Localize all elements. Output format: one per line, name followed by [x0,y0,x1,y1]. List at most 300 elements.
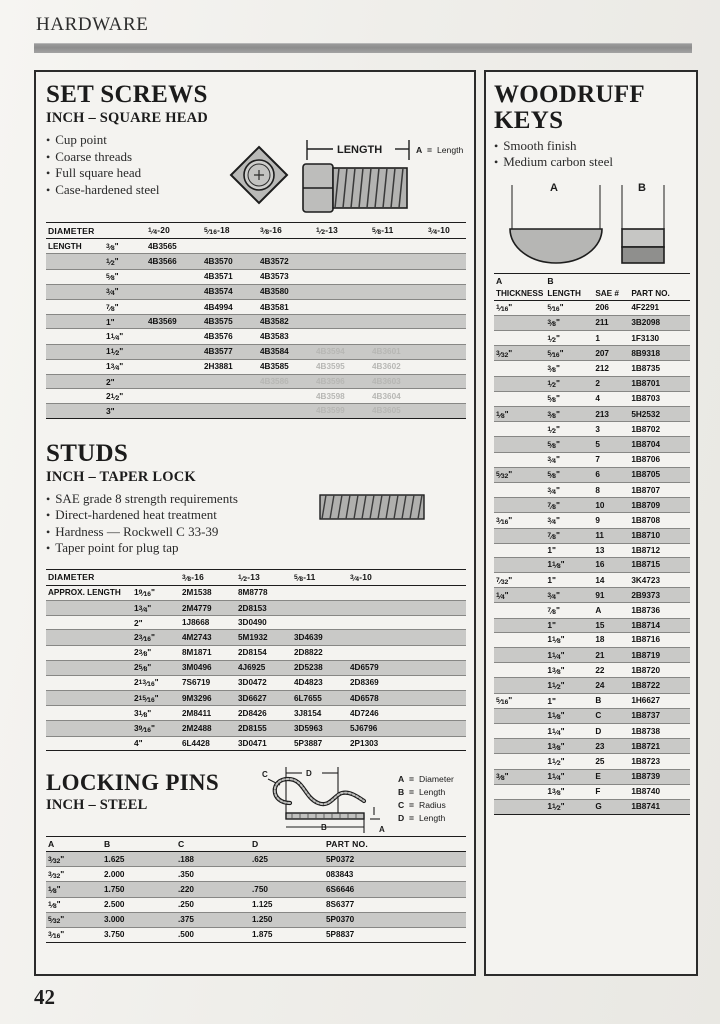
table-cell: 1.750 [102,882,176,897]
set-screws-subtitle: INCH – SQUARE HEAD [46,110,208,127]
table-cell: 15 [593,618,629,632]
table-cell: 4B3605 [370,404,426,418]
legend-row [398,812,454,825]
table-cell: $^3$⁄8-16 [258,223,314,239]
table-cell: 5M1932 [236,630,292,645]
table-cell [314,269,370,284]
page-header-title: HARDWARE [36,14,149,35]
table-cell: B [593,693,629,708]
table-row [494,498,690,513]
table-cell: 1 [593,331,629,346]
table-cell [426,315,461,329]
table-cell: 1B8703 [629,391,690,406]
dim-label-b: B [321,822,327,832]
table-cell: 3K4723 [629,573,690,588]
legend-key: D [398,812,405,823]
woodruff-key-diagram [494,175,690,271]
column-header: A [46,836,102,851]
table-cell: 2D8155 [236,721,292,736]
table-row [46,239,466,254]
table-cell: 3D4639 [292,630,348,645]
table-cell: 1.125 [250,897,324,912]
table-cell: 2M2488 [180,721,236,736]
legend-key: B [398,786,405,797]
table-cell: $^3$⁄4-10 [426,223,461,239]
table-cell: $1^1⁄4$" [545,648,593,663]
table-cell [426,284,461,299]
table-cell: $^1$⁄2" [545,376,593,391]
legend-key: A [416,145,423,155]
table-cell: 2D8426 [236,706,292,721]
table-cell: $^3$⁄32" [46,867,102,882]
table-cell: 1B8740 [629,784,690,799]
table-cell [404,706,435,721]
table-cell: 2D8153 [236,600,292,615]
table-cell: $^1$⁄2" [545,422,593,437]
table-cell: $1^3⁄8$" [545,663,593,678]
table-cell [314,329,370,344]
table-row [494,754,690,769]
table-cell [404,630,435,645]
table-cell: 4B3573 [258,269,314,284]
table-header-row [46,223,466,239]
table-cell: $^3$⁄4" [545,588,593,603]
table-cell [292,600,348,615]
locking-pins-table-wrap [46,836,466,943]
table-row [494,557,690,572]
table-cell: 1" [545,618,593,632]
table-cell [494,678,545,693]
table-cell [404,691,435,706]
table-cell [404,616,435,630]
table-cell [494,799,545,814]
table-cell: 1B8715 [629,557,690,572]
table-cell [314,239,370,254]
table-cell [370,284,426,299]
table-cell: $^3$⁄8" [545,361,593,376]
table-row [494,618,690,632]
legend-value: Length [437,145,464,155]
table-row [46,912,466,927]
table-cell: $^3$⁄32" [46,851,102,866]
table-cell: 1" [104,315,146,329]
table-cell: 4B3585 [258,359,314,374]
table-cell: G [593,799,629,814]
length-dimension-label: LENGTH [337,144,383,156]
table-cell: 4B3603 [370,374,426,388]
table-cell: 3J8154 [292,706,348,721]
table-cell [46,374,104,388]
right-column-panel [484,70,698,976]
legend-value: Length [419,812,446,823]
table-cell [435,706,466,721]
table-cell: 1B8735 [629,361,690,376]
table-row [494,300,690,315]
table-cell [494,784,545,799]
table-cell: F [593,784,629,799]
table-cell: 8B9318 [629,346,690,361]
table-row [494,376,690,391]
bullet-item: • Hardness — Rockwell C 33-39 [46,524,466,541]
table-cell [46,254,104,269]
table-cell: $^1$⁄2" [545,331,593,346]
table-cell [426,344,461,359]
table-cell: $^1$⁄2-13 [314,223,370,239]
table-cell: 4B3566 [146,254,202,269]
table-cell [426,329,461,344]
table-cell: 6L4428 [180,736,236,750]
section-set-screws [46,82,466,198]
locking-pins-table [46,836,466,943]
table-cell [46,269,104,284]
table-cell: 1F3130 [629,331,690,346]
table-row [46,315,466,329]
table-cell: $3^9⁄16$" [132,721,180,736]
table-row [494,437,690,452]
table-cell: 18 [593,632,629,647]
table-header-row [46,569,466,585]
table-cell: 213 [593,407,629,422]
set-screws-legend [416,144,463,157]
table-cell [494,528,545,543]
dim-label-a: A [379,824,385,834]
table-cell: 4B3575 [202,315,258,329]
table-cell: .500 [176,927,250,942]
table-cell: 1J8668 [180,616,236,630]
table-cell: 3B2098 [629,315,690,330]
table-cell: 1" [545,543,593,557]
table-cell [250,867,324,882]
table-cell: $3^1⁄8$" [132,706,180,721]
table-cell: .375 [176,912,250,927]
table-cell [435,736,466,750]
table-cell: 5P8837 [324,927,466,942]
table-cell [370,315,426,329]
locking-pins-subtitle: INCH – STEEL [46,796,148,813]
table-cell: 1B8721 [629,739,690,754]
table-cell [426,239,461,254]
table-cell [461,315,466,329]
table-cell: 212 [593,361,629,376]
table-cell [46,691,132,706]
table-cell: 1B8714 [629,618,690,632]
table-cell: $^5$⁄16" [494,693,545,708]
table-row [494,361,690,376]
table-row [494,513,690,528]
table-cell: 4B3565 [146,239,202,254]
table-cell: 2D8369 [348,675,404,690]
table-cell [202,239,258,254]
table-cell: 3M0496 [180,660,236,675]
set-screws-table [46,222,466,418]
table-cell [202,389,258,404]
table-cell: 2" [132,616,180,630]
table-cell: 4M2743 [180,630,236,645]
locking-pins-legend [398,773,454,825]
table-row [494,528,690,543]
table-cell [314,315,370,329]
legend-value: Diameter [419,773,454,784]
table-cell: 2P1303 [348,736,404,750]
column-header: PART NO. [324,836,466,851]
table-cell: $1^1⁄8$" [545,708,593,723]
table-cell [461,329,466,344]
legend-key: A [398,773,405,784]
table-cell: $^1$⁄2-13 [236,569,292,585]
table-cell: $1^1⁄2$" [104,344,146,359]
table-cell [426,374,461,388]
table-cell: 2M8411 [180,706,236,721]
table-cell [404,600,435,615]
table-cell [435,721,466,736]
table-row [494,482,690,497]
table-cell [46,359,104,374]
table-cell: 4B3583 [258,329,314,344]
table-cell [314,284,370,299]
table-cell: 211 [593,315,629,330]
table-cell: 4B3598 [314,389,370,404]
table-cell [146,329,202,344]
column-header: C [176,836,250,851]
table-cell: $^7$⁄8" [104,300,146,315]
table-cell: 4B3570 [202,254,258,269]
table-cell [494,361,545,376]
table-cell [46,389,104,404]
table-cell [461,254,466,269]
table-cell [46,300,104,315]
table-cell: 6 [593,467,629,482]
table-cell: 4B3602 [370,359,426,374]
table-cell: $1^1⁄2$" [545,754,593,769]
table-cell [494,723,545,738]
table-cell [494,557,545,572]
table-cell: 4F2291 [629,300,690,315]
table-cell: $^1$⁄2" [104,254,146,269]
woodruff-dim-label-b: B [638,181,646,194]
table-cell: 1B8702 [629,422,690,437]
table-cell [370,329,426,344]
table-cell: 2M1538 [180,585,236,600]
table-cell [426,404,461,418]
table-cell [146,344,202,359]
table-cell: 1B8708 [629,513,690,528]
table-cell: $1^1⁄2$" [545,799,593,814]
table-cell: 4B3599 [314,404,370,418]
table-cell [494,632,545,647]
table-cell: $2^3⁄16$" [132,630,180,645]
table-cell: $^7$⁄8" [545,498,593,513]
table-row [46,691,466,706]
studs-table-wrap [46,569,466,751]
set-screws-table-wrap [46,222,466,418]
table-cell: A [593,603,629,618]
table-cell [404,585,435,600]
table-row [46,254,466,269]
table-cell: $^3$⁄4" [545,452,593,467]
dim-label-c: C [262,769,268,779]
table-cell: $^5$⁄8" [545,391,593,406]
table-cell: 23 [593,739,629,754]
table-cell [461,344,466,359]
table-cell [46,404,104,418]
table-row [46,269,466,284]
table-cell: 4B3576 [202,329,258,344]
bullet-item: • Full square head [46,165,466,182]
table-row [494,648,690,663]
table-cell: 1B8706 [629,452,690,467]
table-cell [494,452,545,467]
table-cell: $1^3⁄8$" [545,784,593,799]
table-cell [46,616,132,630]
table-row [46,404,466,418]
table-cell: 2M4779 [180,600,236,615]
table-cell [494,498,545,513]
table-cell: 4D6578 [348,691,404,706]
table-cell: 1B8739 [629,769,690,784]
table-cell [461,374,466,388]
table-cell [404,721,435,736]
table-cell: $^3$⁄16" [494,513,545,528]
table-cell [292,585,348,600]
table-cell: $1^3⁄4$" [132,600,180,615]
table-cell: $1^1⁄4$" [104,329,146,344]
table-cell: 1B8722 [629,678,690,693]
table-cell: 207 [593,346,629,361]
table-row [46,706,466,721]
table-cell [494,331,545,346]
table-cell: 1B8709 [629,498,690,513]
table-cell [435,616,466,630]
table-cell: $2^5⁄8$" [132,660,180,675]
table-cell [46,645,132,660]
table-cell: $2^{13}⁄16$" [132,675,180,690]
table-cell [348,585,404,600]
table-row [494,331,690,346]
table-cell: 3.000 [102,912,176,927]
legend-value: Radius [419,799,446,810]
table-cell: 1.625 [102,851,176,866]
table-cell: 2D5238 [292,660,348,675]
table-cell [314,300,370,315]
table-cell: $^3$⁄4" [545,513,593,528]
table-cell: $^1$⁄8" [46,882,102,897]
table-cell [46,284,104,299]
table-cell: 2D8154 [236,645,292,660]
table-row [46,721,466,736]
table-cell: 5P0370 [324,912,466,927]
table-cell: 9 [593,513,629,528]
table-row [494,708,690,723]
bullet-item: • Cup point [46,132,466,149]
woodruff-keys-table [494,273,690,816]
table-cell [494,391,545,406]
table-cell [348,630,404,645]
table-row [46,927,466,942]
table-cell [494,663,545,678]
table-cell [46,600,132,615]
studs-title: STUDS [46,439,129,467]
table-cell [435,691,466,706]
table-cell: 1B8707 [629,482,690,497]
legend-eq: = [409,799,415,810]
table-cell [46,736,132,750]
table-row [494,632,690,647]
table-cell: $2^{15}⁄16$" [132,691,180,706]
table-cell: 4B3577 [202,344,258,359]
column-header: PART NO. [629,288,690,301]
table-row [494,769,690,784]
table-cell [494,618,545,632]
table-row [46,867,466,882]
table-cell: $^5$⁄8-11 [292,569,348,585]
table-cell [146,389,202,404]
table-cell: 3D0471 [236,736,292,750]
table-cell: 4B3580 [258,284,314,299]
legend-value: Length [419,786,446,797]
table-cell [494,543,545,557]
table-cell: $1^1⁄4$" [545,723,593,738]
table-cell: $^3$⁄4" [545,482,593,497]
table-cell [461,300,466,315]
table-cell: $2^1⁄2$" [104,389,146,404]
table-cell: 5P3887 [292,736,348,750]
table-cell: 1B8712 [629,543,690,557]
table-row [494,663,690,678]
table-cell: 13 [593,543,629,557]
table-cell [348,616,404,630]
dim-label-d: D [306,768,312,778]
table-cell [435,645,466,660]
table-row [46,600,466,615]
table-cell [494,376,545,391]
table-cell: 3 [593,422,629,437]
table-cell [46,660,132,675]
table-cell [146,284,202,299]
column-header: D [250,836,324,851]
table-cell: 1B8736 [629,603,690,618]
legend-row [398,786,454,799]
table-cell [258,389,314,404]
table-row [494,467,690,482]
table-cell [370,269,426,284]
table-cell [494,739,545,754]
table-cell [461,389,466,404]
table-cell: 4B3601 [370,344,426,359]
table-cell: $1^1⁄8$" [545,632,593,647]
table-cell [494,708,545,723]
table-cell: 21 [593,648,629,663]
table-cell: $^1$⁄16" [494,300,545,315]
table-cell [404,660,435,675]
table-cell: 7S6719 [180,675,236,690]
table-cell [435,675,466,690]
table-row [46,389,466,404]
table-cell: 1" [545,693,593,708]
table-cell: 4B3574 [202,284,258,299]
legend-row [398,773,454,786]
table-row [494,422,690,437]
table-cell: $^7$⁄8" [545,528,593,543]
column-header: SAE # [593,288,629,301]
table-cell [370,300,426,315]
table-cell [404,736,435,750]
table-row [46,645,466,660]
table-cell: $^7$⁄32" [494,573,545,588]
table-cell: 2B9373 [629,588,690,603]
table-row [494,603,690,618]
table-cell [292,616,348,630]
table-row [46,300,466,315]
